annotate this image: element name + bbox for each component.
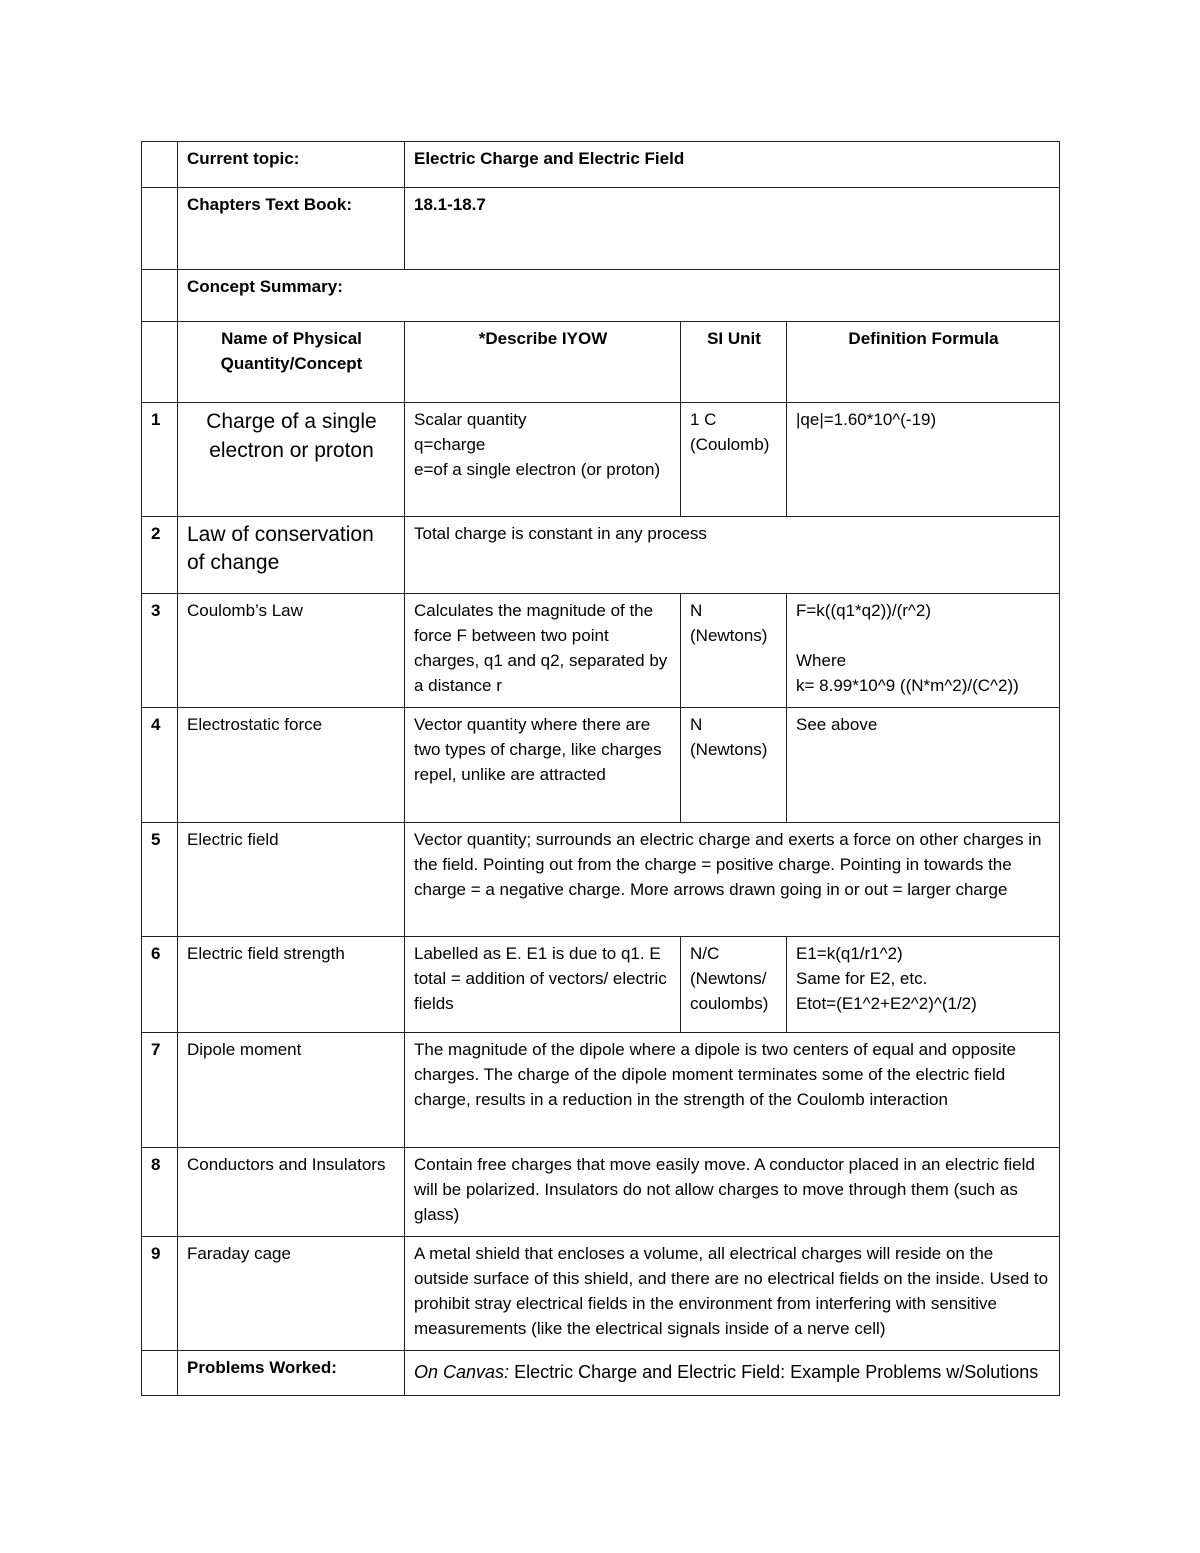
column-header-name: Name of Physical Quantity/Concept — [178, 322, 405, 403]
column-header-row — [142, 322, 1060, 403]
table-row — [142, 708, 1060, 823]
concept-description: Scalar quantity q=charge e=of a single electron (or proton) — [405, 403, 681, 517]
problems-worked-prefix: On Canvas: — [414, 1362, 510, 1382]
problems-worked-text: Electric Charge and Electric Field: Example Problems w/Solutions — [514, 1362, 1039, 1382]
row-number: 5 — [142, 823, 178, 937]
concept-description: The magnitude of the dipole where a dipole is two centers of equal and opposite charges. The charge of the dipole moment terminates some of the electric field charge, results in a reduction in the strength of the Coulomb interaction — [405, 1033, 1060, 1148]
table-row — [142, 594, 1060, 708]
column-header-describe: *Describe IYOW — [405, 322, 681, 403]
concept-description: Calculates the magnitude of the force F between two point charges, q1 and q2, separated by a distance r — [405, 594, 681, 708]
row-number: 8 — [142, 1148, 178, 1237]
concept-description: Contain free charges that move easily move. A conductor placed in an electric field will be polarized. Insulators do not allow charges to move through them (such as glass) — [405, 1148, 1060, 1237]
row-number-cell — [142, 188, 178, 270]
column-header-formula: Definition Formula — [787, 322, 1060, 403]
table-row — [142, 403, 1060, 517]
concept-name: Dipole moment — [178, 1033, 405, 1148]
chapters-value: 18.1-18.7 — [405, 188, 1060, 270]
concept-si-unit: N/C (Newtons/ coulombs) — [681, 937, 787, 1033]
current-topic-label: Current topic: — [178, 142, 405, 188]
problems-worked-value — [405, 1351, 1060, 1396]
concept-si-unit: N (Newtons) — [681, 708, 787, 823]
chapters-label: Chapters Text Book: — [178, 188, 405, 270]
concept-summary-row — [142, 270, 1060, 322]
row-number: 2 — [142, 517, 178, 594]
concept-name: Faraday cage — [178, 1237, 405, 1351]
chapters-row — [142, 188, 1060, 270]
row-number: 3 — [142, 594, 178, 708]
current-topic-row — [142, 142, 1060, 188]
column-header-si-unit: SI Unit — [681, 322, 787, 403]
table-row — [142, 823, 1060, 937]
concept-name: Charge of a single electron or proton — [178, 403, 405, 517]
row-number: 6 — [142, 937, 178, 1033]
concept-name: Electrostatic force — [178, 708, 405, 823]
concept-description: Total charge is constant in any process — [405, 517, 1060, 594]
row-number: 4 — [142, 708, 178, 823]
concept-formula: E1=k(q1/r1^2) Same for E2, etc. Etot=(E1^2+E2^2)^(1/2) — [787, 937, 1060, 1033]
row-number-cell — [142, 270, 178, 322]
row-number: 9 — [142, 1237, 178, 1351]
concept-description: Vector quantity where there are two types of charge, like charges repel, unlike are attracted — [405, 708, 681, 823]
table-row — [142, 937, 1060, 1033]
row-number-cell — [142, 1351, 178, 1396]
table-row — [142, 1148, 1060, 1237]
concept-formula: See above — [787, 708, 1060, 823]
concept-name: Conductors and Insulators — [178, 1148, 405, 1237]
table-row — [142, 1033, 1060, 1148]
concept-formula: |qe|=1.60*10^(-19) — [787, 403, 1060, 517]
concept-name: Law of conservation of change — [178, 517, 405, 594]
row-number-cell — [142, 142, 178, 188]
concept-description: Labelled as E. E1 is due to q1. E total = addition of vectors/ electric fields — [405, 937, 681, 1033]
row-number: 7 — [142, 1033, 178, 1148]
concept-name: Electric field strength — [178, 937, 405, 1033]
current-topic-value: Electric Charge and Electric Field — [405, 142, 1060, 188]
row-number: 1 — [142, 403, 178, 517]
concept-table — [141, 141, 1060, 1396]
table-row — [142, 517, 1060, 594]
concept-description: Vector quantity; surrounds an electric charge and exerts a force on other charges in the field. Pointing out from the charge = positive charge. Pointing in towards the charge = a negative charge. More arrows drawn going in or out = larger charge — [405, 823, 1060, 937]
concept-description: A metal shield that encloses a volume, all electrical charges will reside on the outside surface of this shield, and there are no electrical fields on the inside. Used to prohibit stray electrical fields in the environment from interfering with sensitive measurements (like the electrical signals inside of a nerve cell) — [405, 1237, 1060, 1351]
concept-name: Electric field — [178, 823, 405, 937]
problems-worked-label: Problems Worked: — [178, 1351, 405, 1396]
concept-summary-label: Concept Summary: — [178, 270, 1060, 322]
table-row — [142, 1237, 1060, 1351]
concept-name: Coulomb’s Law — [178, 594, 405, 708]
concept-formula: F=k((q1*q2))/(r^2) Where k= 8.99*10^9 ((N*m^2)/(C^2)) — [787, 594, 1060, 708]
row-number-cell — [142, 322, 178, 403]
problems-worked-row — [142, 1351, 1060, 1396]
concept-si-unit: N (Newtons) — [681, 594, 787, 708]
concept-si-unit: 1 C (Coulomb) — [681, 403, 787, 517]
